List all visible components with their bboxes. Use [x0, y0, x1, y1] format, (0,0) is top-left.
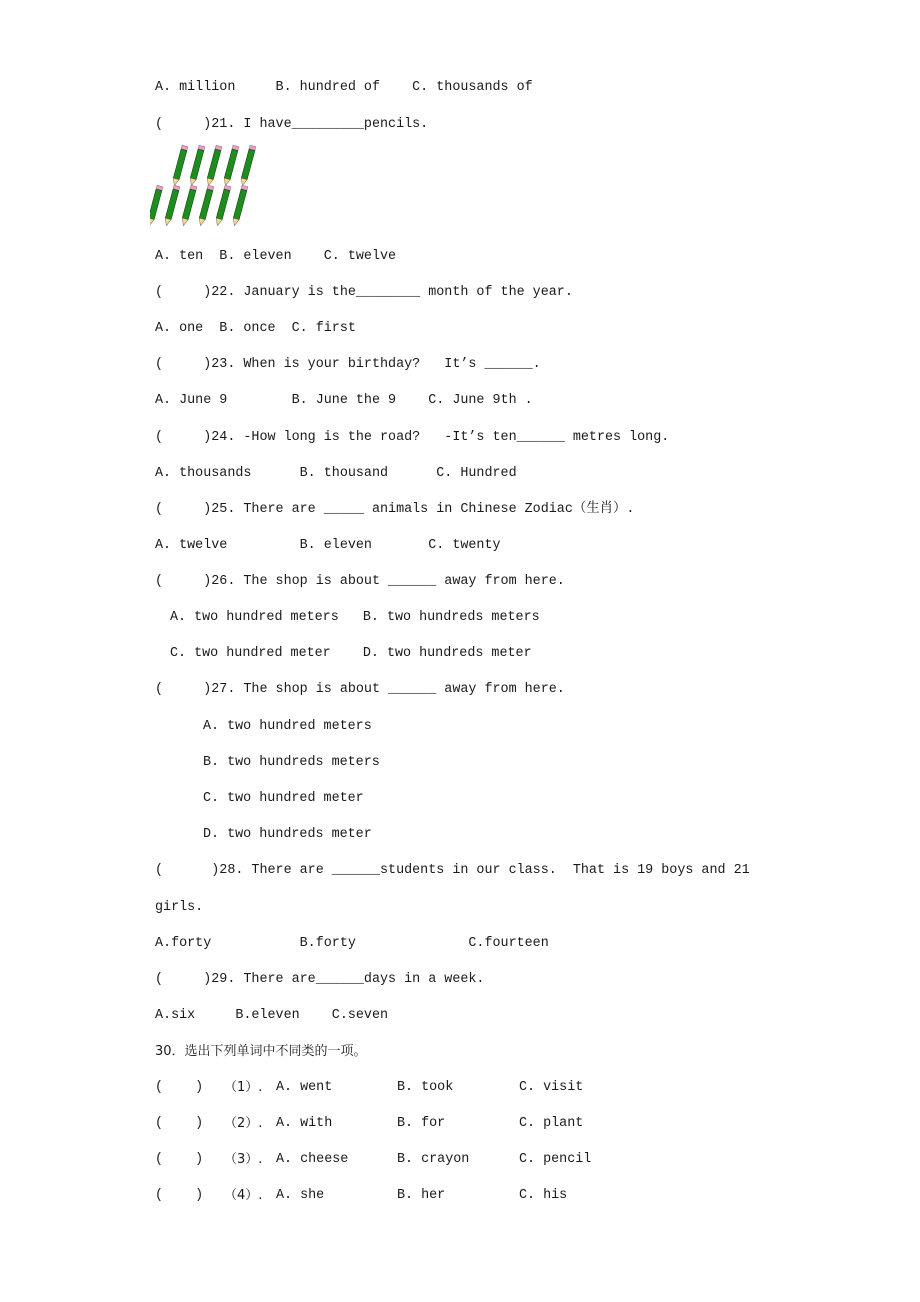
text-line: ( )29. There are______days in a week.: [155, 972, 485, 987]
q30-c: C. pencil: [519, 1152, 592, 1167]
section-heading: 30．选出下列单词中不同类的一项。: [155, 1044, 367, 1059]
text-line: ( )26. The shop is about ______ away from here.: [155, 574, 565, 589]
q30-num: （2）.: [224, 1116, 263, 1131]
q30-a: A. she: [276, 1188, 325, 1203]
text-line: ( )23. When is your birthday? It’s ______.: [155, 357, 541, 372]
q30-paren: ( ): [155, 1080, 204, 1095]
q30-b: B. her: [397, 1188, 446, 1203]
q30-c: C. his: [519, 1188, 568, 1203]
q30-paren: ( ): [155, 1188, 204, 1203]
text-line: A. million B. hundred of C. thousands of: [155, 80, 533, 95]
pencil-icon: [205, 145, 221, 186]
pencil-icon: [214, 185, 230, 226]
q30-paren: ( ): [155, 1152, 204, 1167]
pencil-icon: [150, 185, 163, 226]
pencil-icon: [197, 185, 213, 226]
text-line: C. two hundred meter: [203, 791, 364, 806]
text-line: ( )24. -How long is the road? -It’s ten______ metres long.: [155, 430, 670, 445]
text-line: girls.: [155, 900, 204, 915]
text-line: C. two hundred meter D. two hundreds meter: [170, 646, 532, 661]
text-line: A. June 9 B. June the 9 C. June 9th .: [155, 393, 533, 408]
text-line: ( )25. There are _____ animals in Chinese Zodiac（生肖）.: [155, 502, 635, 517]
pencil-icon: [231, 185, 247, 226]
q30-num: （1）.: [224, 1080, 263, 1095]
pencil-icon: [222, 145, 238, 186]
text-line: A. ten B. eleven C. twelve: [155, 249, 397, 264]
q30-b: B. for: [397, 1116, 446, 1131]
q30-num: （4）.: [224, 1188, 263, 1203]
text-line: A.six B.eleven C.seven: [155, 1008, 389, 1023]
text-line: A. one B. once C. first: [155, 321, 356, 336]
pencil-icon: [180, 185, 196, 226]
q30-c: C. plant: [519, 1116, 584, 1131]
text-line: ( )28. There are ______students in our class. That is 19 boys and 21: [155, 863, 750, 878]
text-line: ( )21. I have_________pencils.: [155, 117, 429, 132]
text-line: A. two hundred meters: [203, 719, 372, 734]
pencil-icon: [171, 145, 187, 186]
text-line: A. twelve B. eleven C. twenty: [155, 538, 501, 553]
text-line: A.forty B.forty C.fourteen: [155, 936, 549, 951]
q30-b: B. crayon: [397, 1152, 470, 1167]
text-line: D. two hundreds meter: [203, 827, 372, 842]
q30-num: （3）.: [224, 1152, 263, 1167]
q30-c: C. visit: [519, 1080, 584, 1095]
q30-a: A. went: [276, 1080, 333, 1095]
q30-a: A. cheese: [276, 1152, 349, 1167]
text-line: ( )27. The shop is about ______ away from here.: [155, 682, 565, 697]
pencil-icon: [163, 185, 179, 226]
text-line: A. thousands B. thousand C. Hundred: [155, 466, 517, 481]
q30-paren: ( ): [155, 1116, 204, 1131]
pencil-icon: [188, 145, 204, 186]
pencils-illustration: [150, 142, 270, 234]
q30-b: B. took: [397, 1080, 454, 1095]
text-line: A. two hundred meters B. two hundreds meters: [170, 610, 540, 625]
q30-a: A. with: [276, 1116, 333, 1131]
text-line: ( )22. January is the________ month of the year.: [155, 285, 573, 300]
text-line: B. two hundreds meters: [203, 755, 380, 770]
pencil-icon: [239, 145, 255, 186]
